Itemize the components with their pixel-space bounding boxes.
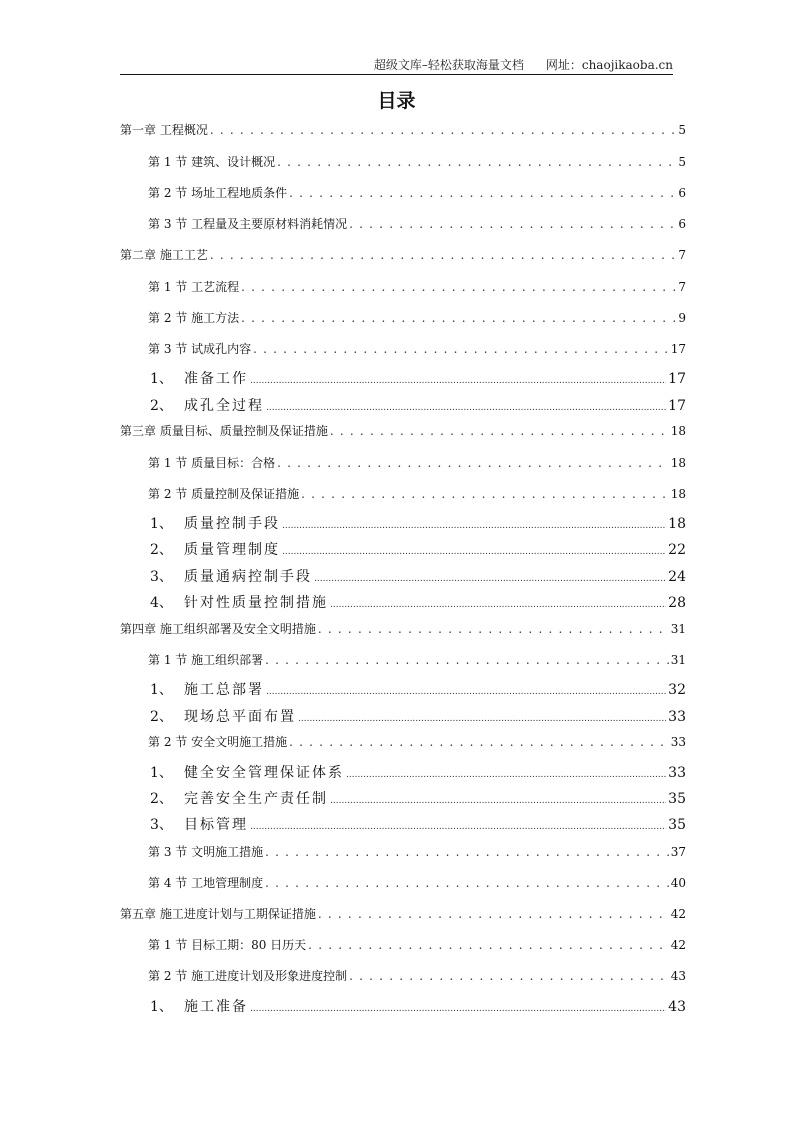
toc-page-number: 42	[670, 938, 686, 952]
toc-entry-text: 针对性质量控制措施	[184, 595, 328, 611]
toc-entry-label: 第 1 节 建筑、设计概况	[148, 155, 276, 169]
dot-leader	[349, 217, 676, 231]
toc-entry-label: 第四章 施工组织部署及安全文明措施	[120, 622, 316, 636]
toc-entry-label: 第 3 节 工程量及主要原材料消耗情况	[148, 217, 348, 231]
toc-entry-sect[interactable]	[120, 485, 686, 502]
toc-entry-label: 第 2 节 施工进度计划及形象进度控制	[148, 969, 348, 983]
toc-entry-item[interactable]	[120, 814, 686, 834]
toc-entry-sect[interactable]	[120, 874, 686, 891]
toc-entry-label: 第二章 施工工艺	[120, 248, 208, 262]
toc-entry-text: 质量通病控制手段	[184, 569, 312, 585]
toc-entry-item[interactable]	[120, 592, 686, 612]
toc-entry-label: 第 3 节 试成孔内容	[148, 342, 252, 356]
dot-leader	[210, 248, 677, 262]
header-site-url: 网址：chaojikaoba.cn	[545, 58, 673, 72]
toc-page-number: 22	[668, 542, 686, 558]
toc-entry-label	[150, 539, 280, 559]
toc-entry-chap[interactable]	[120, 905, 686, 922]
toc-entry-number: 3、	[150, 817, 173, 833]
toc-entry-text: 成孔全过程	[184, 398, 264, 414]
dot-leader	[266, 403, 666, 413]
toc-entry-label	[150, 996, 248, 1016]
toc-entry-label	[150, 679, 264, 699]
toc-entry-number: 1、	[150, 371, 173, 387]
toc-entry-label	[150, 788, 328, 808]
toc-page-number: 6	[678, 186, 686, 200]
toc-page-number: 18	[670, 456, 686, 470]
toc-entry-item[interactable]	[120, 762, 686, 782]
page-header	[120, 56, 673, 75]
toc-page-number: 35	[668, 791, 686, 807]
dot-leader	[330, 424, 669, 438]
toc-entry-label: 第 1 节 质量目标：合格	[148, 456, 276, 470]
toc-entry-sect[interactable]	[120, 278, 686, 295]
dot-leader	[314, 574, 666, 584]
toc-entry-sect[interactable]	[120, 454, 686, 471]
toc-entry-label: 第 4 节 工地管理制度	[148, 876, 264, 890]
toc-entry-chap[interactable]	[120, 620, 686, 637]
toc-entry-label	[150, 368, 248, 388]
toc-entry-item[interactable]	[120, 996, 686, 1016]
dot-leader	[241, 280, 676, 294]
toc-entry-chap[interactable]	[120, 121, 686, 138]
toc-entry-sect[interactable]	[120, 309, 686, 326]
toc-entry-chap[interactable]	[120, 246, 686, 263]
toc-entry-label	[150, 592, 328, 612]
toc-page-number: 6	[678, 217, 686, 231]
toc-page-number: 33	[670, 735, 686, 749]
toc-page-number: 31	[670, 653, 686, 667]
dot-leader	[330, 796, 666, 806]
toc-entry-label	[150, 762, 344, 782]
header-text	[374, 56, 673, 73]
toc-page-number: 7	[678, 248, 686, 262]
toc-page-number: 35	[668, 817, 686, 833]
toc-entry-text: 完善安全生产责任制	[184, 791, 328, 807]
toc-page-number: 32	[668, 682, 686, 698]
toc-page-number: 5	[678, 155, 686, 169]
toc-page-number: 18	[670, 487, 686, 501]
toc-entry-number: 3、	[150, 569, 173, 585]
dot-leader	[265, 653, 669, 667]
toc-entry-item[interactable]	[120, 513, 686, 533]
toc-entry-text: 现场总平面布置	[184, 709, 296, 725]
toc-entry-chap[interactable]	[120, 422, 686, 439]
toc-entry-number: 1、	[150, 999, 173, 1015]
dot-leader	[289, 735, 669, 749]
toc-page-number: 33	[668, 709, 686, 725]
toc-entry-label: 第 2 节 场址工程地质条件	[148, 186, 288, 200]
toc-entry-item[interactable]	[120, 395, 686, 415]
toc-entry-number: 1、	[150, 765, 173, 781]
toc-entry-label: 第五章 施工进度计划与工期保证措施	[120, 907, 316, 921]
toc-page-number: 17	[668, 371, 686, 387]
toc-entry-number: 2、	[150, 542, 173, 558]
toc-entry-sect[interactable]	[120, 153, 686, 170]
toc-entry-item[interactable]	[120, 788, 686, 808]
toc-entry-label: 第 2 节 安全文明施工措施	[148, 735, 288, 749]
toc-entry-text: 准备工作	[184, 371, 248, 387]
toc-page-number: 17	[670, 342, 686, 356]
dot-leader	[301, 487, 669, 501]
toc-entry-label	[150, 706, 296, 726]
toc-entry-text: 健全安全管理保证体系	[184, 765, 344, 781]
toc-page-number: 37	[670, 845, 686, 859]
toc-entry-item[interactable]	[120, 539, 686, 559]
dot-leader	[318, 907, 669, 921]
toc-entry-label	[150, 395, 264, 415]
dot-leader	[282, 547, 666, 557]
dot-leader	[346, 770, 666, 780]
toc-page-number: 28	[668, 595, 686, 611]
toc-page-number: 17	[668, 398, 686, 414]
toc-entry-item[interactable]	[120, 368, 686, 388]
dot-leader	[289, 186, 676, 200]
toc-entry-text: 施工准备	[184, 999, 248, 1015]
dot-leader	[253, 342, 669, 356]
dot-leader	[241, 311, 676, 325]
toc-entry-label	[150, 566, 312, 586]
toc-entry-label: 第 3 节 文明施工措施	[148, 845, 264, 859]
toc-entry-number: 2、	[150, 398, 173, 414]
dot-leader	[330, 600, 666, 610]
dot-leader	[250, 376, 666, 386]
toc-entry-item[interactable]	[120, 566, 686, 586]
toc-entry-text: 目标管理	[184, 817, 248, 833]
toc-entry-number: 1、	[150, 682, 173, 698]
toc-entry-label	[150, 513, 280, 533]
toc-page-number: 43	[668, 999, 686, 1015]
toc-entry-label: 第 1 节 目标工期：80 日历天	[148, 938, 307, 952]
toc-page-number: 5	[678, 123, 686, 137]
toc-entry-text: 质量管理制度	[184, 542, 280, 558]
toc-entry-label: 第 1 节 施工组织部署	[148, 653, 264, 667]
dot-leader	[277, 456, 669, 470]
toc-page-number: 7	[678, 280, 686, 294]
toc-entry-sect[interactable]	[120, 340, 686, 357]
dot-leader	[210, 123, 677, 137]
toc-page-number: 33	[668, 765, 686, 781]
toc-entry-number: 2、	[150, 709, 173, 725]
dot-leader	[318, 622, 669, 636]
toc-page-number: 18	[670, 424, 686, 438]
dot-leader	[266, 687, 666, 697]
toc-entry-sect[interactable]	[120, 843, 686, 860]
header-library-name: 超级文库–轻松获取海量文档	[373, 58, 524, 72]
toc-entry-sect[interactable]	[120, 215, 686, 232]
toc-entry-sect[interactable]	[120, 733, 686, 750]
toc-entry-number: 4、	[150, 595, 173, 611]
dot-leader	[282, 521, 666, 531]
toc-entry-item[interactable]	[120, 679, 686, 699]
dot-leader	[265, 876, 669, 890]
toc-page-number: 43	[670, 969, 686, 983]
toc-page-number: 42	[670, 907, 686, 921]
toc-entry-text: 施工总部署	[184, 682, 264, 698]
dot-leader	[349, 969, 669, 983]
toc-page-number: 9	[678, 311, 686, 325]
toc-entry-sect[interactable]	[120, 936, 686, 953]
dot-leader	[250, 822, 666, 832]
toc-page-number: 18	[668, 516, 686, 532]
toc-entry-sect[interactable]	[120, 967, 686, 984]
dot-leader	[308, 938, 669, 952]
toc-title: 目录	[377, 90, 416, 112]
dot-leader	[250, 1004, 666, 1014]
toc-entry-number: 1、	[150, 516, 173, 532]
toc-entry-label: 第 2 节 施工方法	[148, 311, 240, 325]
dot-leader	[298, 714, 666, 724]
toc-entry-text: 质量控制手段	[184, 516, 280, 532]
toc-entry-label: 第 2 节 质量控制及保证措施	[148, 487, 300, 501]
dot-leader	[277, 155, 676, 169]
toc-entry-label: 第三章 质量目标、质量控制及保证措施	[120, 424, 328, 438]
toc-entry-label: 第一章 工程概况	[120, 123, 208, 137]
toc-entry-sect[interactable]	[120, 184, 686, 201]
toc-entry-item[interactable]	[120, 706, 686, 726]
toc-page-number: 24	[668, 569, 686, 585]
toc-entry-label: 第 1 节 工艺流程	[148, 280, 240, 294]
dot-leader	[265, 845, 669, 859]
toc-page-number: 40	[670, 876, 686, 890]
toc-entry-label	[150, 814, 248, 834]
toc-entry-sect[interactable]	[120, 651, 686, 668]
toc-entry-number: 2、	[150, 791, 173, 807]
toc-page-number: 31	[670, 622, 686, 636]
